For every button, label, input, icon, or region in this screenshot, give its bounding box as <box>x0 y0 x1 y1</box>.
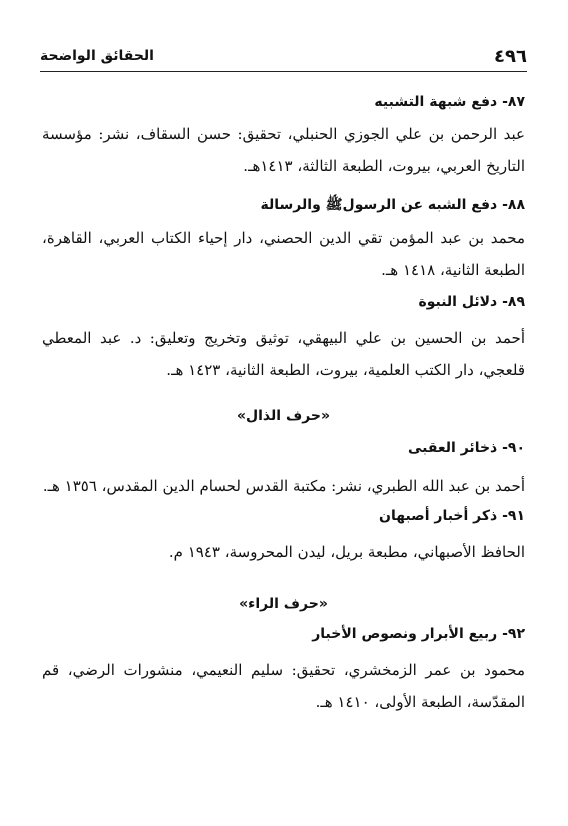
entry-body: أحمد بن الحسين بن علي البيهقي، توثيق وتخريج وتعليق: د. عبد المعطي قلعجي، دار الكتب العلمية، بيروت، الطبعة الثانية، ١٤٢٣ هـ. <box>42 329 525 379</box>
entry-title: ٨٨- دفع الشبه عن الرسولﷺ والرسالة <box>260 197 525 213</box>
entry-87 <box>42 94 525 110</box>
entry-title: ٩٢- ربيع الأبرار ونصوص الأخبار <box>312 626 525 642</box>
entry-89 <box>42 294 525 310</box>
page-number: ٤٩٦ <box>494 46 527 67</box>
entry-title: ٨٧- دفع شبهة التشبيه <box>374 94 525 110</box>
entry-body: عبد الرحمن بن علي الجوزي الحنبلي، تحقيق: حسن السقاف، نشر: مؤسسة التاريخ العربي، بيروت، الطبعة الثالثة، ١٤١٣هـ. <box>42 125 525 175</box>
section-heading-dhal: «حرف الذال» <box>236 408 331 424</box>
entry-title: ٨٩- دلائل النبوة <box>418 294 525 310</box>
entry-title: ٩٠- ذخائر العقبى <box>407 440 525 456</box>
entry-87-body-block <box>42 118 525 182</box>
page-header <box>40 38 527 74</box>
entry-88-body-block <box>42 222 525 286</box>
entry-89-body-block <box>42 322 525 386</box>
entry-91-body-block <box>42 536 525 568</box>
running-book-title: الحقائق الواضحة <box>40 48 154 64</box>
entry-body: محمود بن عمر الزمخشري، تحقيق: سليم النعيمي، منشورات الرضي، قم المقدّسة، الطبعة الأولى، ١٤١٠ هـ. <box>42 661 525 711</box>
entry-92 <box>42 626 525 642</box>
entry-91 <box>42 508 525 524</box>
entry-body: الحافظ الأصبهاني، مطبعة بريل، ليدن المحروسة، ١٩٤٣ م. <box>168 543 525 561</box>
section-heading-ra: «حرف الراء» <box>239 596 328 612</box>
entry-90 <box>42 440 525 456</box>
entry-body: محمد بن عبد المؤمن تقي الدين الحصني، دار إحياء الكتاب العربي، القاهرة، الطبعة الثانية، ١٤١٨ هـ. <box>42 229 525 279</box>
entry-90-body-block <box>42 470 525 502</box>
entry-body: أحمد بن عبد الله الطبري، نشر: مكتبة القدس لحسام الدين المقدس، ١٣٥٦ هـ. <box>42 477 525 495</box>
header-divider <box>40 71 527 72</box>
entry-title: ٩١- ذكر أخبار أصبهان <box>379 508 525 524</box>
entry-92-body-block <box>42 654 525 718</box>
entry-88 <box>42 196 525 216</box>
